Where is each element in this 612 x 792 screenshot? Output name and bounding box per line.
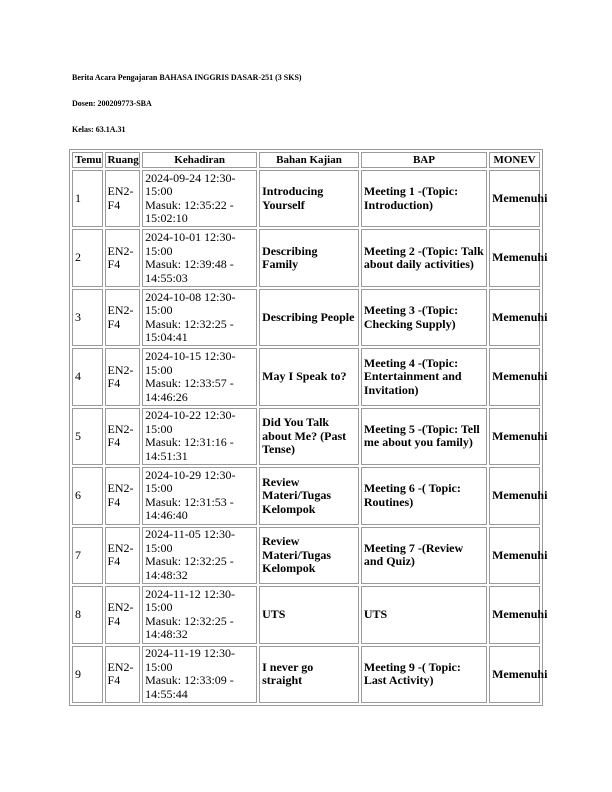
lecturer-id: Dosen: 200209773-SBA [72,99,152,108]
schedule-time: 2024-10-22 12:30-15:00 [145,408,236,436]
bahan-kajian-cell: UTS [259,586,359,643]
bap-cell: Meeting 2 -(Topic: Talk about daily activities) [361,229,487,286]
schedule-time: 2024-10-01 12:30-15:00 [145,230,236,258]
monev-cell: Memenuhi [489,289,540,346]
check-in-time: Masuk: 12:32:25 - 14:48:32 [145,554,234,582]
class-id: Kelas: 63.1A.31 [72,125,126,134]
check-in-time: Masuk: 12:39:48 - 14:55:03 [145,257,234,285]
table-row [72,348,540,405]
column-header-bap: BAP [361,152,487,168]
kehadiran-cell [142,527,257,584]
schedule-time: 2024-10-29 12:30-15:00 [145,467,236,496]
attendance-table [69,149,548,706]
ruang-cell: EN2-F4 [105,527,141,584]
bahan-kajian-cell: Review Materi/Tugas Kelompok [259,527,359,584]
bap-cell: UTS [361,586,487,643]
monev-cell: Memenuhi [489,170,540,227]
temu-cell: 9 [72,646,103,704]
bahan-kajian-cell: May I Speak to? [259,348,359,405]
table-row [72,170,540,227]
bahan-kajian-cell: Introducing Yourself [259,170,359,227]
check-in-time: Masuk: 12:33:57 - 14:46:26 [145,376,234,404]
column-header-temu: Temu [72,152,103,168]
bahan-kajian-cell: Did You Talk about Me? (Past Tense) [259,408,359,465]
column-header-kehadiran: Kehadiran [142,152,257,168]
table-row [72,229,540,286]
table-row [72,408,540,465]
ruang-cell: EN2-F4 [105,348,141,405]
table-row [72,467,540,524]
kehadiran-cell [142,646,257,704]
kehadiran-cell [142,348,257,405]
monev-cell: Memenuhi [489,527,540,584]
table-row [72,289,540,346]
temu-cell: 6 [72,467,103,524]
check-in-time: Masuk: 12:31:53 - 14:46:40 [145,494,234,523]
schedule-time: 2024-11-12 12:30-15:00 [145,586,236,615]
bahan-kajian-cell: Describing Family [259,229,359,286]
column-header-monev: MONEV [489,152,540,168]
temu-cell: 2 [72,229,103,286]
kehadiran-cell [142,229,257,286]
kehadiran-cell [142,170,257,227]
ruang-cell: EN2-F4 [105,289,141,346]
ruang-cell: EN2-F4 [105,170,141,227]
kehadiran-cell [142,586,257,643]
kehadiran-cell [142,289,257,346]
table-row [72,527,540,584]
schedule-time: 2024-11-05 12:30-15:00 [145,527,236,555]
document-title: Berita Acara Pengajaran BAHASA INGGRIS DASAR-251 (3 SKS) [72,73,302,82]
temu-cell: 3 [72,289,103,346]
ruang-cell: EN2-F4 [105,586,141,643]
ruang-cell: EN2-F4 [105,408,141,465]
bap-cell: Meeting 9 -( Topic: Last Activity) [361,646,487,704]
table-row [72,586,540,643]
ruang-cell: EN2-F4 [105,646,141,704]
schedule-time: 2024-10-15 12:30-15:00 [145,349,236,377]
temu-cell: 4 [72,348,103,405]
monev-cell: Memenuhi [489,467,540,524]
bap-cell: Meeting 6 -( Topic: Routines) [361,467,487,524]
bahan-kajian-cell: I never go straight [259,646,359,704]
temu-cell: 8 [72,586,103,643]
temu-cell: 1 [72,170,103,227]
monev-cell: Memenuhi [489,586,540,643]
bap-cell: Meeting 5 -(Topic: Tell me about you family) [361,408,487,465]
bahan-kajian-cell: Describing People [259,289,359,346]
table-row [72,646,540,704]
bap-cell: Meeting 7 -(Review and Quiz) [361,527,487,584]
bap-cell: Meeting 1 -(Topic: Introduction) [361,170,487,227]
monev-cell: Memenuhi [489,408,540,465]
schedule-time: 2024-11-19 12:30-15:00 [145,646,236,674]
kehadiran-cell [142,467,257,524]
ruang-cell: EN2-F4 [105,229,141,286]
check-in-time: Masuk: 12:33:09 - 14:55:44 [145,673,234,701]
monev-cell: Memenuhi [489,348,540,405]
check-in-time: Masuk: 12:32:25 - 14:48:32 [145,613,234,642]
temu-cell: 7 [72,527,103,584]
check-in-time: Masuk: 12:31:16 - 14:51:31 [145,435,234,463]
schedule-time: 2024-10-08 12:30-15:00 [145,289,236,318]
kehadiran-cell [142,408,257,465]
bap-cell: Meeting 3 -(Topic: Checking Supply) [361,289,487,346]
temu-cell: 5 [72,408,103,465]
table-header-row [72,152,540,168]
monev-cell: Memenuhi [489,646,540,704]
bap-cell: Meeting 4 -(Topic: Entertainment and Invitation) [361,348,487,405]
schedule-time: 2024-09-24 12:30-15:00 [145,170,236,199]
column-header-ruang: Ruang [105,152,141,168]
monev-cell: Memenuhi [489,229,540,286]
column-header-bahan-kajian: Bahan Kajian [259,152,359,168]
bahan-kajian-cell: Review Materi/Tugas Kelompok [259,467,359,524]
check-in-time: Masuk: 12:35:22 - 15:02:10 [145,197,234,226]
check-in-time: Masuk: 12:32:25 - 15:04:41 [145,316,234,345]
ruang-cell: EN2-F4 [105,467,141,524]
